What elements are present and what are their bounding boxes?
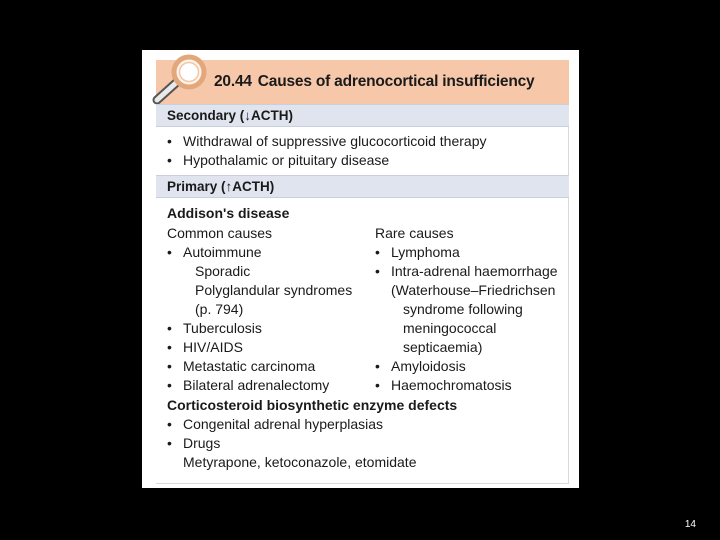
magnifier-icon: [147, 52, 215, 112]
enzyme-heading: Corticosteroid biosynthetic enzyme defects: [167, 397, 458, 413]
common-heading: Common causes: [167, 225, 273, 241]
rare-item: Haemochromatosis: [391, 377, 512, 393]
common-item: Bilateral adrenalectomy: [183, 377, 330, 393]
rare-subitem: septicaemia): [403, 339, 483, 355]
rare-item: Lymphoma: [391, 244, 460, 260]
table-number: 20.44: [214, 73, 252, 90]
drugs-subitem: Metyrapone, ketoconazole, etomidate: [183, 454, 417, 470]
bullet: •: [167, 358, 172, 374]
bullet: •: [375, 377, 380, 393]
bullet: •: [167, 133, 172, 149]
bullet: •: [167, 320, 172, 336]
enzyme-item: Congenital adrenal hyperplasias: [183, 416, 384, 432]
table-title-bar: [156, 60, 569, 104]
secondary-item: Hypothalamic or pituitary disease: [183, 152, 390, 168]
rare-heading: Rare causes: [375, 225, 454, 241]
primary-band: [156, 175, 569, 198]
bullet: •: [375, 263, 380, 279]
common-item: HIV/AIDS: [183, 339, 243, 355]
secondary-item: Withdrawal of suppressive glucocorticoid therapy: [183, 133, 487, 149]
common-item: Metastatic carcinoma: [183, 358, 316, 374]
bullet: •: [167, 435, 172, 451]
rare-subitem: syndrome following: [403, 301, 523, 317]
bullet: •: [167, 152, 172, 168]
rare-item: Intra-adrenal haemorrhage: [391, 263, 558, 279]
bullet: •: [167, 416, 172, 432]
rare-subitem: (Waterhouse–Friedrichsen: [391, 282, 556, 298]
enzyme-item: Drugs: [183, 435, 221, 451]
primary-heading: Primary (↑ACTH): [167, 179, 275, 194]
bullet: •: [375, 244, 380, 260]
slide-card: [142, 50, 579, 488]
causes-table: [156, 60, 569, 484]
common-subitem: Polyglandular syndromes: [195, 282, 353, 298]
page-number: 14: [684, 519, 696, 530]
table-title: [214, 73, 534, 91]
rare-item: Amyloidosis: [391, 358, 466, 374]
common-subitem: Sporadic: [195, 263, 251, 279]
common-subitem: (p. 794): [195, 301, 244, 317]
table-title-text: Causes of adrenocortical insufficiency: [257, 73, 535, 90]
rare-subitem: meningococcal: [403, 320, 497, 336]
bullet: •: [167, 377, 172, 393]
common-item: Tuberculosis: [183, 320, 262, 336]
bullet: •: [167, 244, 172, 260]
addisons-heading: Addison's disease: [167, 205, 290, 221]
secondary-band: [156, 104, 569, 127]
common-item: Autoimmune: [183, 244, 262, 260]
bullet: •: [375, 358, 380, 374]
secondary-heading: Secondary (↓ACTH): [167, 108, 294, 123]
bullet: •: [167, 339, 172, 355]
